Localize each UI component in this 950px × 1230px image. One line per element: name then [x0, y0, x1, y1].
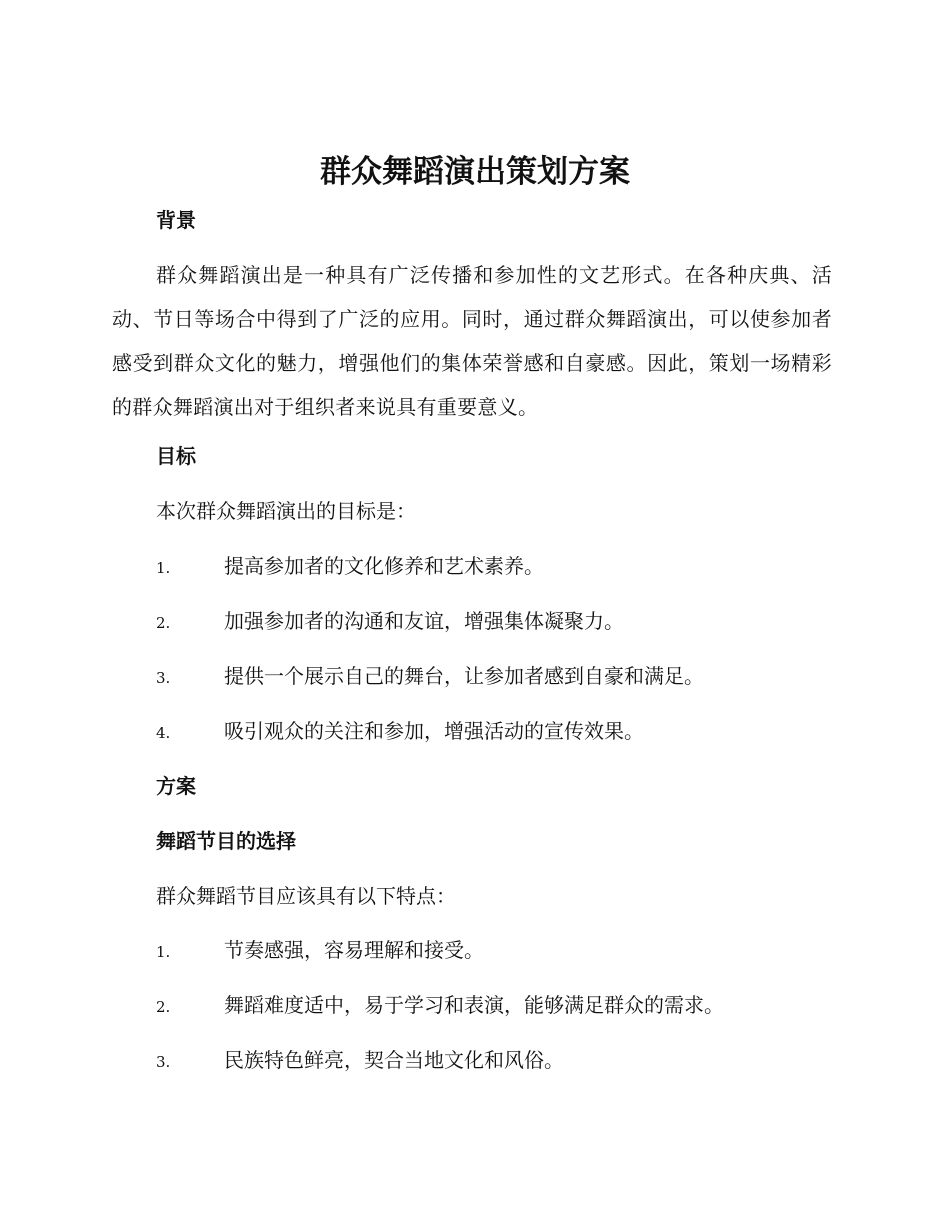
list-text: 舞蹈难度适中，易于学习和表演，能够满足群众的需求。: [224, 993, 724, 1017]
section-heading-goals: 目标: [156, 444, 196, 468]
list-number: 2.: [156, 614, 171, 632]
document-title: 群众舞蹈演出策划方案: [320, 154, 630, 190]
section-heading-background: 背景: [156, 208, 196, 232]
list-number: 4.: [156, 724, 171, 742]
list-number: 2.: [156, 998, 171, 1016]
section-heading-plan: 方案: [156, 774, 196, 798]
list-number: 1.: [156, 559, 171, 577]
list-text: 提高参加者的文化修养和艺术素养。: [224, 554, 544, 578]
list-number: 3.: [156, 1053, 171, 1071]
list-text: 提供一个展示自己的舞台，让参加者感到自豪和满足。: [224, 664, 704, 688]
list-text: 节奏感强，容易理解和接受。: [224, 938, 484, 962]
plan-intro: 群众舞蹈节目应该具有以下特点：: [156, 884, 456, 908]
list-text: 民族特色鲜亮，契合当地文化和风俗。: [224, 1048, 564, 1072]
list-number: 1.: [156, 943, 171, 961]
list-number: 3.: [156, 669, 171, 687]
background-paragraph: 群众舞蹈演出是一种具有广泛传播和参加性的文艺形式。在各种庆典、活动、节日等场合中得到了广泛的应用。同时，通过群众舞蹈演出，可以使参加者感受到群众文化的魅力，增强他们的集体荣誉感和自豪感。因此，策划一场精彩的群众舞蹈演出对于组织者来说具有重要意义。: [112, 263, 832, 419]
subsection-heading-dance-selection: 舞蹈节目的选择: [156, 829, 296, 853]
list-text: 吸引观众的关注和参加，增强活动的宣传效果。: [224, 719, 644, 743]
goals-intro: 本次群众舞蹈演出的目标是：: [156, 499, 416, 523]
list-text: 加强参加者的沟通和友谊，增强集体凝聚力。: [224, 609, 624, 633]
